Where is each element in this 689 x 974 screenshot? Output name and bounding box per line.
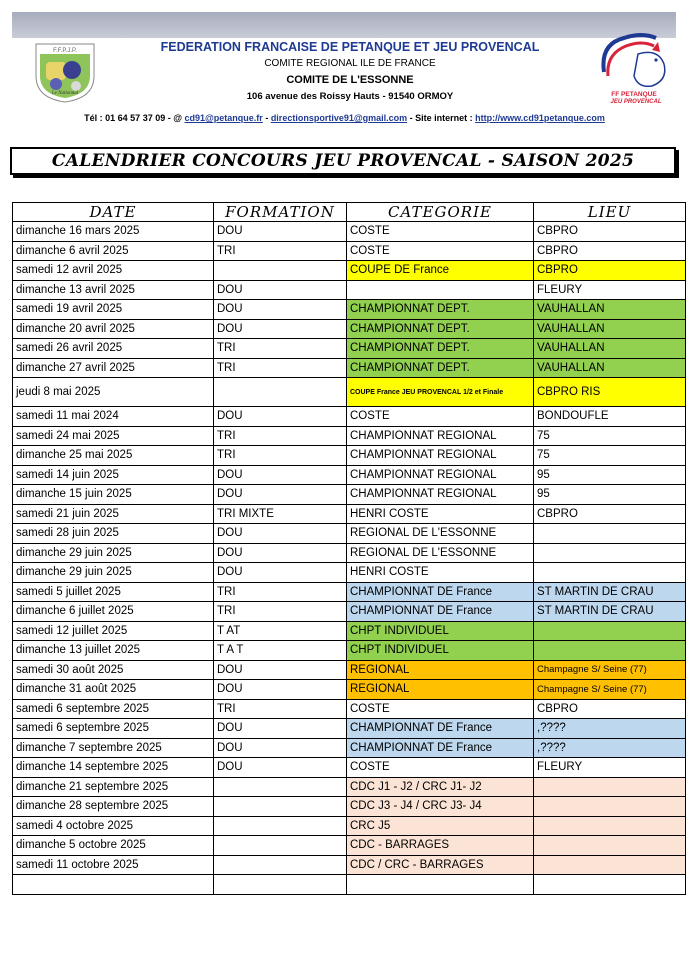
table-row <box>13 797 686 817</box>
table-row <box>13 660 686 680</box>
formation-cell: DOU <box>214 563 347 583</box>
date-cell: samedi 11 octobre 2025 <box>13 855 214 875</box>
table-row <box>13 465 686 485</box>
lieu-cell: 95 <box>534 465 686 485</box>
table-row <box>13 241 686 261</box>
site-label: - Site internet : <box>407 113 476 123</box>
table-row <box>13 280 686 300</box>
federation-title: FEDERATION FRANCAISE DE PETANQUE ET JEU PROVENCAL <box>160 40 540 54</box>
date-cell: dimanche 15 juin 2025 <box>13 485 214 505</box>
lieu-cell: CBPRO <box>534 222 686 242</box>
formation-cell: TRI <box>214 699 347 719</box>
formation-cell <box>214 836 347 856</box>
table-row <box>13 504 686 524</box>
date-cell: dimanche 6 avril 2025 <box>13 241 214 261</box>
date-cell: samedi 28 juin 2025 <box>13 524 214 544</box>
calendar-title: CALENDRIER CONCOURS JEU PROVENCAL - SAISON 2025 <box>51 151 635 171</box>
column-header-categorie: CATEGORIE <box>347 203 534 222</box>
categorie-cell: COSTE <box>347 407 534 427</box>
formation-cell: DOU <box>214 719 347 739</box>
date-cell: samedi 4 octobre 2025 <box>13 816 214 836</box>
lieu-cell: CBPRO <box>534 504 686 524</box>
formation-cell: T AT <box>214 621 347 641</box>
categorie-cell <box>347 875 534 895</box>
date-cell: samedi 11 mai 2024 <box>13 407 214 427</box>
formation-cell: DOU <box>214 280 347 300</box>
lieu-cell <box>534 816 686 836</box>
date-cell: dimanche 6 juillet 2025 <box>13 602 214 622</box>
formation-cell <box>214 816 347 836</box>
date-cell: samedi 5 juillet 2025 <box>13 582 214 602</box>
table-row <box>13 300 686 320</box>
lieu-cell <box>534 855 686 875</box>
svg-text:F.F.P.J.P.: F.F.P.J.P. <box>53 48 77 54</box>
website-link[interactable]: http://www.cd91petanque.com <box>475 113 605 123</box>
categorie-cell: CHAMPIONNAT REGIONAL <box>347 446 534 466</box>
categorie-cell: CHAMPIONNAT DEPT. <box>347 339 534 359</box>
formation-cell: DOU <box>214 524 347 544</box>
lieu-cell <box>534 524 686 544</box>
lieu-cell: 75 <box>534 446 686 466</box>
lieu-cell: ,???? <box>534 738 686 758</box>
table-row <box>13 524 686 544</box>
date-cell: dimanche 13 avril 2025 <box>13 280 214 300</box>
categorie-cell: CHAMPIONNAT DE France <box>347 738 534 758</box>
categorie-cell: CHAMPIONNAT DEPT. <box>347 358 534 378</box>
categorie-cell <box>347 280 534 300</box>
table-row <box>13 777 686 797</box>
top-banner-bar <box>12 12 676 38</box>
categorie-cell: CHAMPIONNAT DEPT. <box>347 319 534 339</box>
date-cell: samedi 19 avril 2025 <box>13 300 214 320</box>
categorie-cell: CRC J5 <box>347 816 534 836</box>
table-row <box>13 358 686 378</box>
lieu-cell: ST MARTIN DE CRAU <box>534 602 686 622</box>
categorie-cell: CHAMPIONNAT DE France <box>347 719 534 739</box>
categorie-cell: REGIONAL DE L'ESSONNE <box>347 543 534 563</box>
formation-cell <box>214 261 347 281</box>
date-cell: dimanche 14 septembre 2025 <box>13 758 214 778</box>
table-row <box>13 339 686 359</box>
categorie-cell: CDC J1 - J2 / CRC J1- J2 <box>347 777 534 797</box>
formation-cell: TRI <box>214 446 347 466</box>
table-row <box>13 758 686 778</box>
table-row <box>13 680 686 700</box>
phone-text: Tél : 01 64 57 37 09 - @ <box>84 113 182 123</box>
date-cell: samedi 12 avril 2025 <box>13 261 214 281</box>
formation-cell: DOU <box>214 319 347 339</box>
categorie-cell: COSTE <box>347 758 534 778</box>
date-cell: dimanche 27 avril 2025 <box>13 358 214 378</box>
table-row <box>13 582 686 602</box>
lieu-cell: CBPRO <box>534 699 686 719</box>
lieu-cell: VAUHALLAN <box>534 319 686 339</box>
date-cell: dimanche 28 septembre 2025 <box>13 797 214 817</box>
categorie-cell: CDC J3 - J4 / CRC J3- J4 <box>347 797 534 817</box>
formation-cell: DOU <box>214 660 347 680</box>
categorie-cell: REGIONAL <box>347 660 534 680</box>
table-row <box>13 407 686 427</box>
date-cell: dimanche 7 septembre 2025 <box>13 738 214 758</box>
lieu-cell <box>534 836 686 856</box>
committee-name: COMITE DE L'ESSONNE <box>286 74 414 86</box>
table-row <box>13 699 686 719</box>
contact-separator: - <box>262 113 271 123</box>
date-cell: samedi 14 juin 2025 <box>13 465 214 485</box>
formation-cell: TRI <box>214 241 347 261</box>
lieu-cell <box>534 641 686 661</box>
formation-cell: DOU <box>214 465 347 485</box>
formation-cell: TRI <box>214 602 347 622</box>
calendar-title-box <box>10 147 676 175</box>
categorie-cell: HENRI COSTE <box>347 563 534 583</box>
categorie-cell: COUPE DE France <box>347 261 534 281</box>
svg-text:Le Nationnal: Le Nationnal <box>51 91 79 96</box>
categorie-cell: CHAMPIONNAT DEPT. <box>347 300 534 320</box>
categorie-cell: CDC - BARRAGES <box>347 836 534 856</box>
date-cell: samedi 24 mai 2025 <box>13 426 214 446</box>
table-row <box>13 563 686 583</box>
svg-text:JEU PROVENCAL: JEU PROVENCAL <box>610 99 662 105</box>
date-cell: samedi 6 septembre 2025 <box>13 719 214 739</box>
categorie-cell: CHPT INDIVIDUEL <box>347 621 534 641</box>
categorie-cell: COSTE <box>347 222 534 242</box>
lieu-cell: BONDOUFLE <box>534 407 686 427</box>
formation-cell <box>214 797 347 817</box>
date-cell: dimanche 13 juillet 2025 <box>13 641 214 661</box>
table-row <box>13 222 686 242</box>
regional-committee: COMITE REGIONAL ILE DE FRANCE <box>264 58 436 69</box>
email-link-direction[interactable]: directionsportive91@gmail.com <box>270 113 408 123</box>
formation-cell: DOU <box>214 543 347 563</box>
date-cell: dimanche 25 mai 2025 <box>13 446 214 466</box>
lieu-cell <box>534 543 686 563</box>
lieu-cell <box>534 875 686 895</box>
formation-cell: T A T <box>214 641 347 661</box>
lieu-cell: ,???? <box>534 719 686 739</box>
date-cell: dimanche 20 avril 2025 <box>13 319 214 339</box>
categorie-cell: REGIONAL DE L'ESSONNE <box>347 524 534 544</box>
email-link-cd91[interactable]: cd91@petanque.fr <box>184 113 263 123</box>
date-cell: dimanche 29 juin 2025 <box>13 563 214 583</box>
table-row <box>13 319 686 339</box>
lieu-cell: VAUHALLAN <box>534 339 686 359</box>
table-row <box>13 485 686 505</box>
formation-cell: DOU <box>214 300 347 320</box>
formation-cell: DOU <box>214 738 347 758</box>
categorie-cell: CDC / CRC - BARRAGES <box>347 855 534 875</box>
date-cell: samedi 21 juin 2025 <box>13 504 214 524</box>
formation-cell <box>214 855 347 875</box>
lieu-cell <box>534 563 686 583</box>
lieu-cell: FLEURY <box>534 280 686 300</box>
table-row <box>13 855 686 875</box>
lieu-cell: ST MARTIN DE CRAU <box>534 582 686 602</box>
formation-cell: DOU <box>214 758 347 778</box>
categorie-cell: CHAMPIONNAT REGIONAL <box>347 465 534 485</box>
categorie-cell: CHAMPIONNAT DE France <box>347 602 534 622</box>
formation-cell <box>214 777 347 797</box>
ffpjp-logo <box>32 40 98 104</box>
lieu-cell <box>534 621 686 641</box>
lieu-cell: 95 <box>534 485 686 505</box>
formation-cell: TRI MIXTE <box>214 504 347 524</box>
date-cell: dimanche 31 août 2025 <box>13 680 214 700</box>
table-row <box>13 719 686 739</box>
categorie-cell: COUPE France JEU PROVENCAL 1/2 et Finale <box>347 378 534 407</box>
date-cell: samedi 30 août 2025 <box>13 660 214 680</box>
table-row <box>13 446 686 466</box>
table-row <box>13 602 686 622</box>
lieu-cell: CBPRO RIS <box>534 378 686 407</box>
date-cell: samedi 12 juillet 2025 <box>13 621 214 641</box>
formation-cell: DOU <box>214 680 347 700</box>
lieu-cell: FLEURY <box>534 758 686 778</box>
categorie-cell: REGIONAL <box>347 680 534 700</box>
table-row <box>13 261 686 281</box>
categorie-cell: CHAMPIONNAT REGIONAL <box>347 426 534 446</box>
table-row <box>13 621 686 641</box>
contact-line <box>0 113 689 123</box>
categorie-cell: HENRI COSTE <box>347 504 534 524</box>
lieu-cell: Champagne S/ Seine (77) <box>534 660 686 680</box>
date-cell <box>13 875 214 895</box>
table-row <box>13 816 686 836</box>
table-header-row <box>13 203 686 222</box>
lieu-cell: VAUHALLAN <box>534 358 686 378</box>
svg-text:FF PETANQUE: FF PETANQUE <box>611 91 657 98</box>
column-header-formation: FORMATION <box>214 203 347 222</box>
date-cell: dimanche 16 mars 2025 <box>13 222 214 242</box>
lieu-cell: 75 <box>534 426 686 446</box>
date-cell: dimanche 21 septembre 2025 <box>13 777 214 797</box>
lieu-cell: CBPRO <box>534 241 686 261</box>
formation-cell <box>214 875 347 895</box>
formation-cell <box>214 378 347 407</box>
ff-petanque-logo <box>594 24 674 108</box>
column-header-lieu: LIEU <box>534 203 686 222</box>
date-cell: samedi 6 septembre 2025 <box>13 699 214 719</box>
date-cell: dimanche 29 juin 2025 <box>13 543 214 563</box>
categorie-cell: CHAMPIONNAT REGIONAL <box>347 485 534 505</box>
date-cell: samedi 26 avril 2025 <box>13 339 214 359</box>
formation-cell: DOU <box>214 485 347 505</box>
date-cell: dimanche 5 octobre 2025 <box>13 836 214 856</box>
table-row <box>13 836 686 856</box>
formation-cell: DOU <box>214 222 347 242</box>
formation-cell: TRI <box>214 426 347 446</box>
formation-cell: TRI <box>214 582 347 602</box>
column-header-date: DATE <box>13 203 214 222</box>
lieu-cell: CBPRO <box>534 261 686 281</box>
table-row <box>13 738 686 758</box>
categorie-cell: CHPT INDIVIDUEL <box>347 641 534 661</box>
formation-cell: TRI <box>214 358 347 378</box>
lieu-cell: VAUHALLAN <box>534 300 686 320</box>
formation-cell: TRI <box>214 339 347 359</box>
formation-cell: DOU <box>214 407 347 427</box>
categorie-cell: COSTE <box>347 699 534 719</box>
committee-address: 106 avenue des Roissy Hauts - 91540 ORMOY <box>246 91 454 102</box>
lieu-cell: Champagne S/ Seine (77) <box>534 680 686 700</box>
table-row <box>13 875 686 895</box>
calendar-table <box>12 202 686 895</box>
lieu-cell <box>534 777 686 797</box>
categorie-cell: CHAMPIONNAT DE France <box>347 582 534 602</box>
date-cell: jeudi 8 mai 2025 <box>13 378 214 407</box>
table-row <box>13 641 686 661</box>
table-row <box>13 378 686 407</box>
table-row <box>13 543 686 563</box>
lieu-cell <box>534 797 686 817</box>
table-row <box>13 426 686 446</box>
categorie-cell: COSTE <box>347 241 534 261</box>
